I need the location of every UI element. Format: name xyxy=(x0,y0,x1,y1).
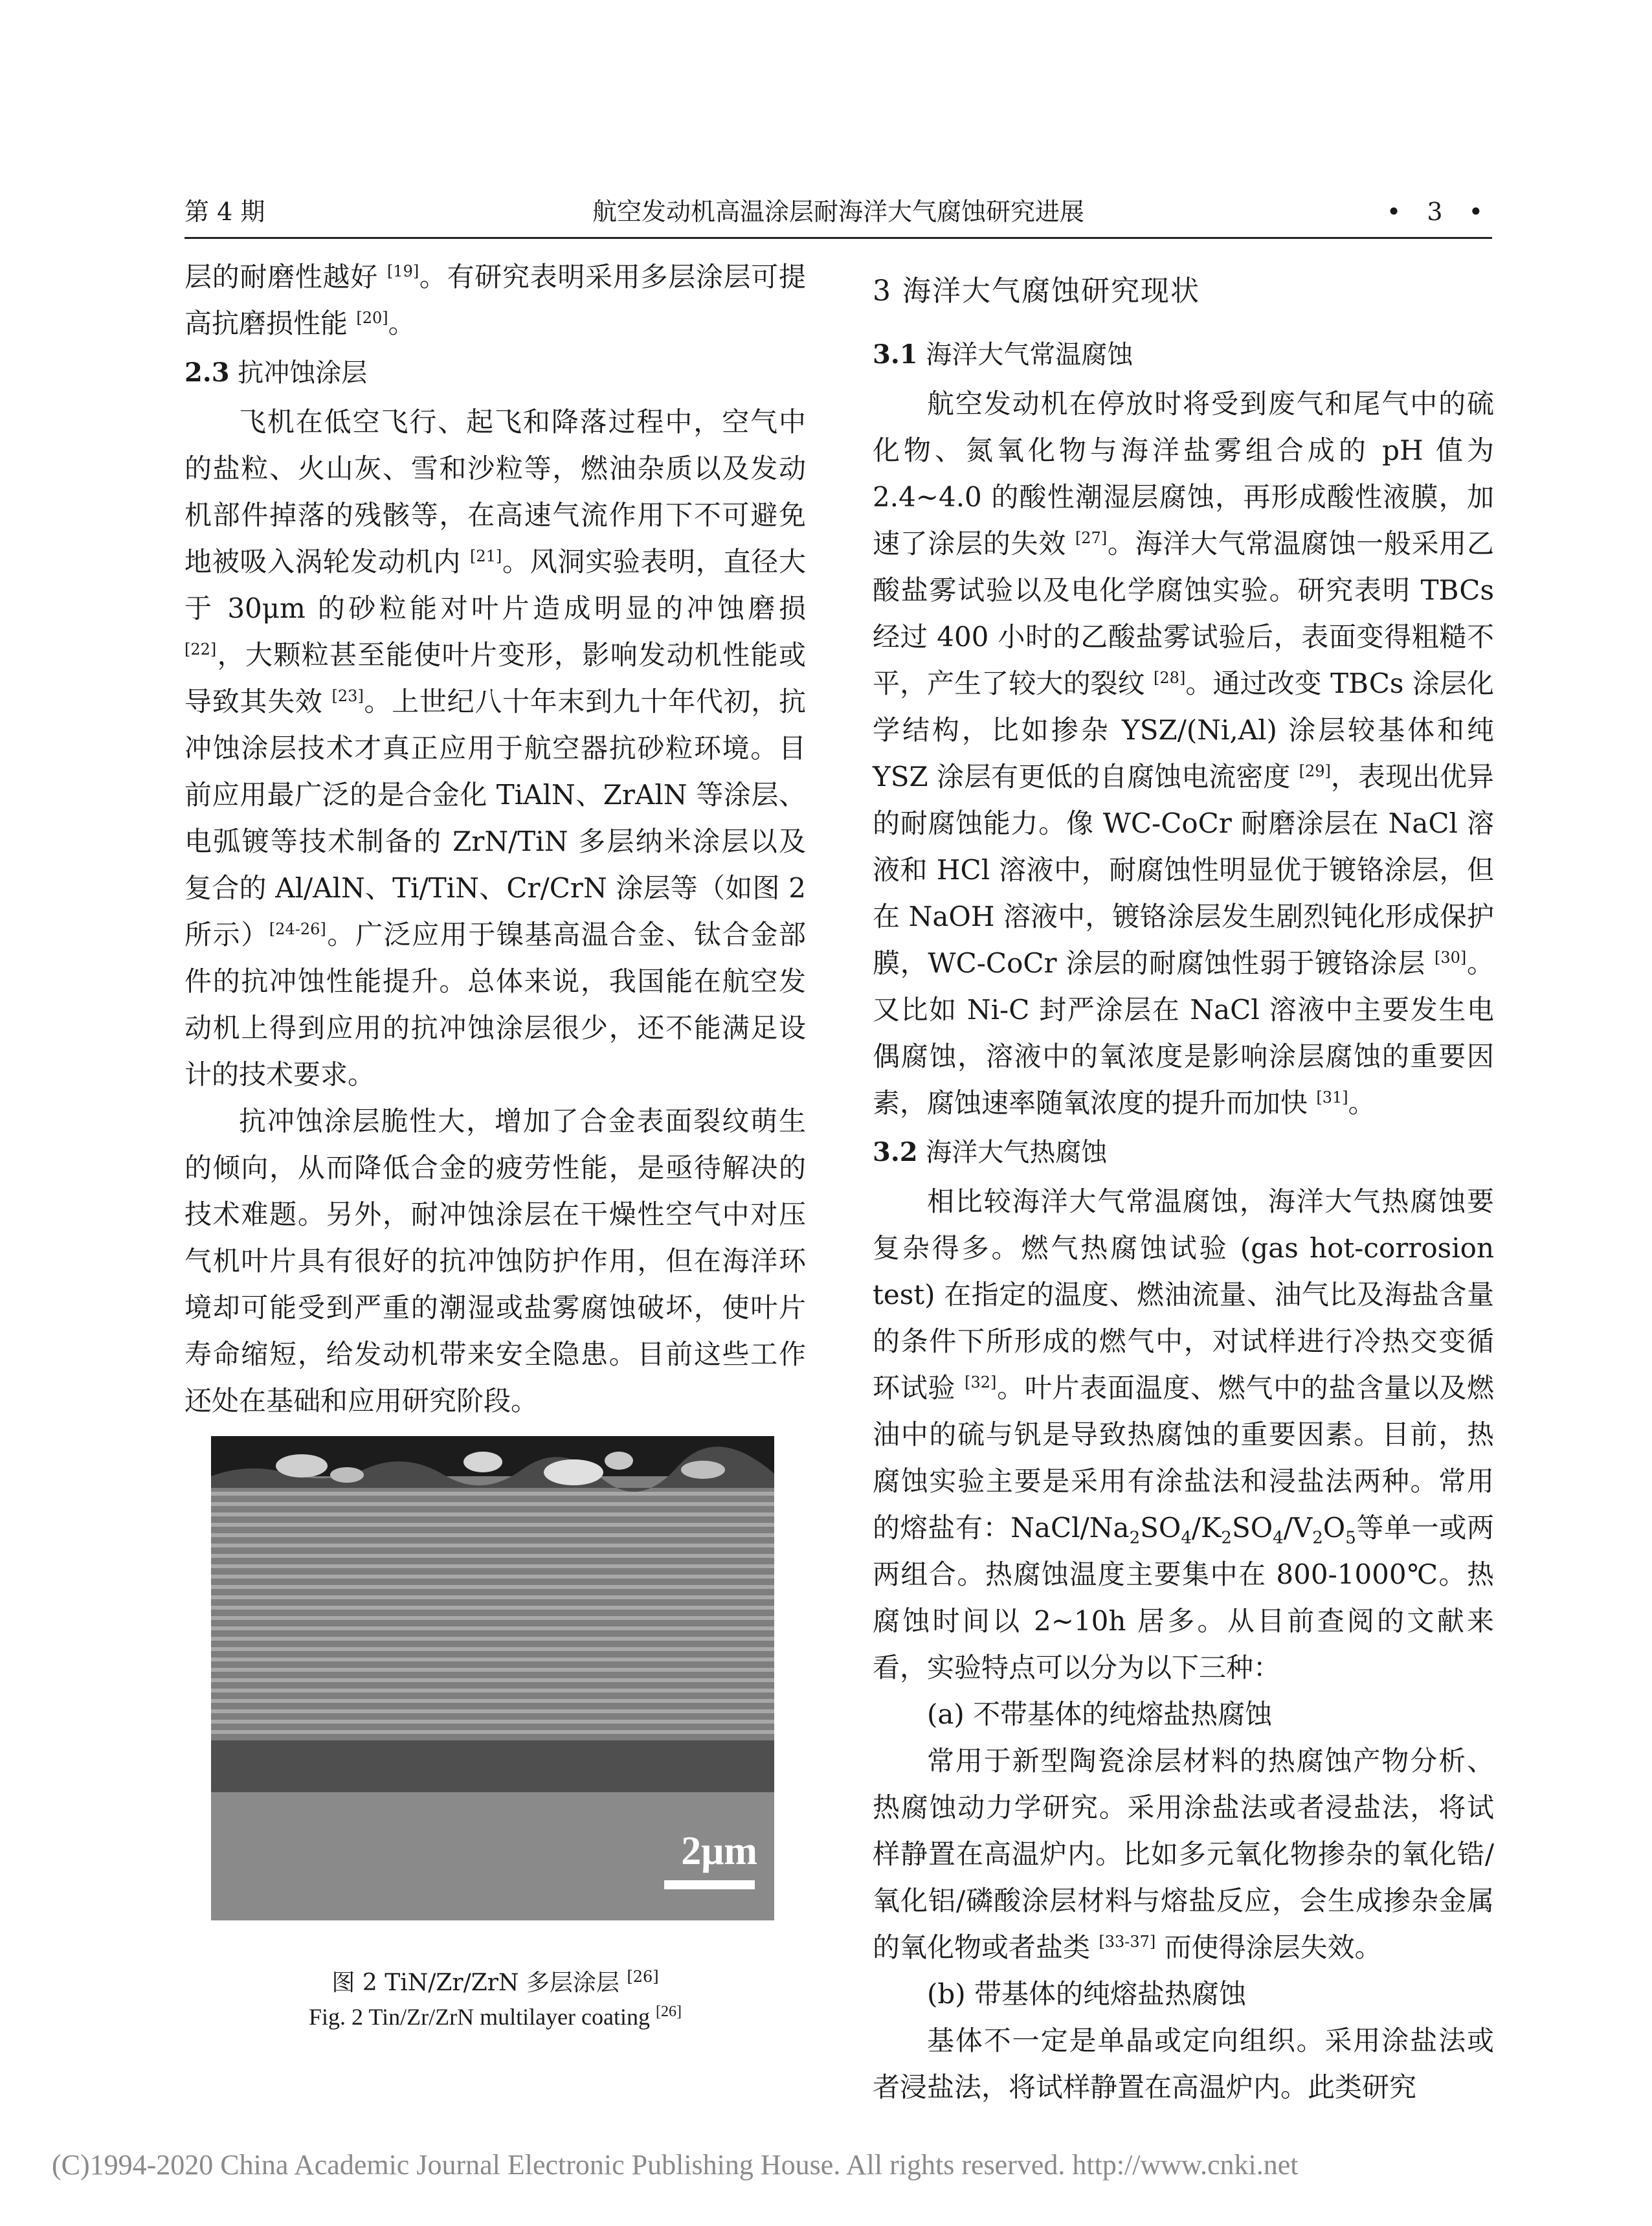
list-item-b: (b) 带基体的纯熔盐热腐蚀 xyxy=(927,1978,1247,2010)
paragraph-hot-corrosion: 相比较海洋大气常温腐蚀，海洋大气热腐蚀要复杂得多。燃气热腐蚀试验 (gas hot-corrosion test) 在指定的温度、燃油流量、油气比及海盐含量的条件下所形成的燃气中，对试样进行冷热交变循环试验 [32]。叶片表面温度、燃气中的盐含量以及燃油中的硫与钒是导致热腐蚀的重要因素。目前，热腐蚀实验主要是采用有涂盐法和浸盐法两种。常用的熔盐有：NaCl/$Na_2SO_4/K_2SO_4/V_2O_5$等单一或两两组合。热腐蚀温度主要集中在 800-1000℃。热腐蚀时间以 2~10h 居多。从目前查阅的文献来看，实验特点可以分为以下三种： xyxy=(873,1186,1494,1683)
section-heading-2-3: 2.3 抗冲蚀涂层 xyxy=(184,357,368,388)
journal-title: 航空发动机高温涂层耐海洋大气腐蚀研究进展 xyxy=(592,197,1084,226)
issue-number: 第 4 期 xyxy=(184,197,265,226)
scale-bar xyxy=(664,1880,755,1889)
sem-micrograph-figure xyxy=(211,1436,774,1920)
header-rule xyxy=(184,237,1492,239)
paragraph-substrate-salt: 基体不一定是单晶或定向组织。采用涂盐法或者浸盐法，将试样静置在高温炉内。此类研究 xyxy=(873,2025,1494,2103)
section-heading-3-2: 3.2 海洋大气热腐蚀 xyxy=(873,1137,1108,1167)
right-column xyxy=(873,254,1494,2111)
section-heading-3-1: 3.1 海洋大气常温腐蚀 xyxy=(873,339,1133,370)
figure-caption-en: Fig. 2 Tin/Zr/ZrN multilayer coating [26] xyxy=(309,2003,682,2030)
copyright-footer: (C)1994-2020 China Academic Journal Electronic Publishing House. All rights reserved. http://www.cnki.net xyxy=(52,2149,1299,2181)
paragraph-ambient-corrosion: 航空发动机在停放时将受到废气和尾气中的硫化物、氮氧化物与海洋盐雾组合成的 pH 值为 2.4~4.0 的酸性潮湿层腐蚀，再形成酸性液膜，加速了涂层的失效 [27]。海洋大气常温腐蚀一般采用乙酸盐雾试验以及电化学腐蚀实验。研究表明 TBCs 经过 400 小时的乙酸盐雾试验后，表面变得粗糙不平，产生了较大的裂纹 [28]。通过改变 TBCs 涂层化学结构，比如掺杂 YSZ/(Ni,Al) 涂层较基体和纯 YSZ 涂层有更低的自腐蚀电流密度 [29]，表现出优异的耐腐蚀能力。像 WC-CoCr 耐磨涂层在 NaCl 溶液和 HCl 溶液中，耐腐蚀性明显优于镀铬涂层，但在 NaOH 溶液中，镀铬涂层发生剧烈钝化形成保护膜，WC-CoCr 涂层的耐腐蚀性弱于镀铬涂层 [30]。又比如 Ni-C 封严涂层在 NaCl 溶液中主要发生电偶腐蚀，溶液中的氧浓度是影响涂层腐蚀的重要因素，腐蚀速率随氧浓度的提升而加快 [31]。 xyxy=(873,388,1494,1119)
paragraph-erosion-2: 抗冲蚀涂层脆性大，增加了合金表面裂纹萌生的倾向，从而降低合金的疲劳性能，是亟待解决的技术难题。另外，耐冲蚀涂层在干燥性空气中对压气机叶片具有很好的抗冲蚀防护作用，但在海洋环境却可能受到严重的潮湿或盐雾腐蚀破坏，使叶片寿命缩短，给发动机带来安全隐患。目前这些工作还处在基础和应用研究阶段。 xyxy=(184,1105,806,1417)
list-item-a: (a) 不带基体的纯熔盐热腐蚀 xyxy=(927,1698,1273,1730)
paragraph-erosion-1: 飞机在低空飞行、起飞和降落过程中，空气中的盐粒、火山灰、雪和沙粒等，燃油杂质以及发动机部件掉落的残骸等，在高速气流作用下不可避免地被吸入涡轮发动机内 [21]。风洞实验表明，直径大于 30μm 的砂粒能对叶片造成明显的冲蚀磨损 [22]，大颗粒甚至能使叶片变形，影响发动机性能或导致其失效 [23]。上世纪八十年末到九十年代初，抗冲蚀涂层技术才真正应用于航空器抗砂粒环境。目前应用最广泛的是合金化 TiAlN、ZrAlN 等涂层、电弧镀等技术制备的 ZrN/TiN 多层纳米涂层以及复合的 Al/AlN、Ti/TiN、Cr/CrN 涂层等（如图 2 所示）[24-26]。广泛应用于镍基高温合金、钛合金部件的抗冲蚀性能提升。总体来说，我国能在航空发动机上得到应用的抗冲蚀涂层很少，还不能满足设计的技术要求。 xyxy=(184,406,806,1090)
figure-caption-cn: 图 2 TiN/Zr/ZrN 多层涂层 [26] xyxy=(331,1968,659,1996)
paragraph-wear: 层的耐磨性越好 [19]。有研究表明采用多层涂层可提高抗磨损性能 [20]。 xyxy=(184,261,806,339)
running-header xyxy=(184,189,1492,234)
section-heading-3: 3 海洋大气腐蚀研究现状 xyxy=(873,275,1200,308)
page-number: • 3 • xyxy=(1386,197,1492,226)
paragraph-pure-salt: 常用于新型陶瓷涂层材料的热腐蚀产物分析、热腐蚀动力学研究。采用涂盐法或者浸盐法，将试样静置在高温炉内。比如多元氧化物掺杂的氧化锆/氧化铝/磷酸涂层材料与熔盐反应，会生成掺杂金属的氧化物或者盐类 [33-37] 而使得涂层失效。 xyxy=(873,1745,1494,1963)
left-column xyxy=(184,254,806,1424)
scale-bar-label: 2μm xyxy=(681,1829,757,1873)
